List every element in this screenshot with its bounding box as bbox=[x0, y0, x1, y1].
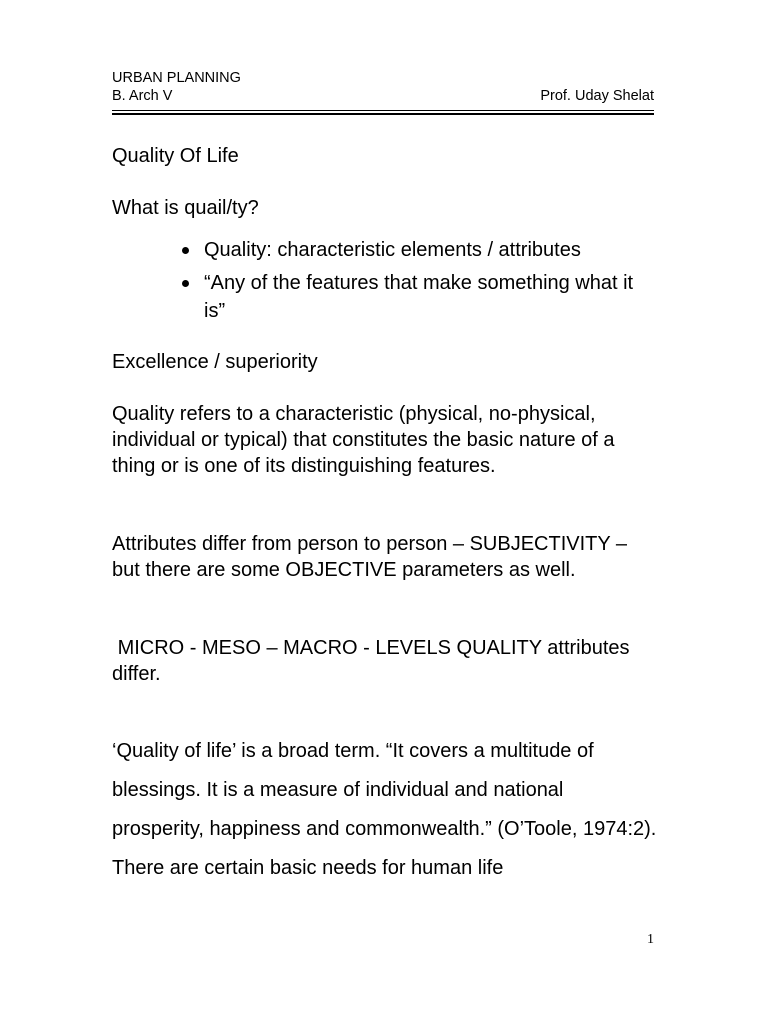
professor-name: Prof. Uday Shelat bbox=[540, 88, 654, 104]
header-class-line bbox=[112, 87, 654, 105]
bullet-icon bbox=[182, 247, 189, 254]
bullet-list bbox=[182, 236, 642, 330]
header-course-line bbox=[112, 69, 654, 87]
bullet-text: “Any of the features that make something what it is” bbox=[204, 272, 634, 322]
paragraph-quality-of-life: ‘Quality of life’ is a broad term. “It covers a multitude of blessings. It is a measure of individual and national prosperity, happiness and commonwealth.” (O’Toole, 1974:2). There are certain basic needs for human life bbox=[112, 740, 657, 879]
paragraph-levels: MICRO - MESO – MACRO - LEVELS QUALITY attributes differ. bbox=[112, 637, 636, 685]
excellence-line: Excellence / superiority bbox=[112, 351, 318, 373]
bullet-text: Quality: characteristic elements / attributes bbox=[204, 239, 581, 261]
section-title: Quality Of Life bbox=[112, 145, 239, 167]
page-number: 1 bbox=[647, 932, 654, 947]
paragraph-attributes: Attributes differ from person to person – SUBJECTIVITY – but there are some OBJECTIVE parameters as well. bbox=[112, 533, 628, 581]
header-rule bbox=[112, 110, 654, 115]
list-item bbox=[182, 236, 642, 264]
list-item bbox=[182, 269, 642, 325]
question-heading: What is quail/ty? bbox=[112, 197, 259, 219]
course-title: URBAN PLANNING bbox=[112, 70, 241, 86]
page-header bbox=[112, 69, 654, 105]
class-name: B. Arch V bbox=[112, 88, 173, 104]
bullet-icon bbox=[182, 280, 189, 287]
paragraph-quality-definition: Quality refers to a characteristic (physical, no-physical, individual or typical) that constitutes the basic nature of a thing or is one of its distinguishing features. bbox=[112, 403, 615, 477]
